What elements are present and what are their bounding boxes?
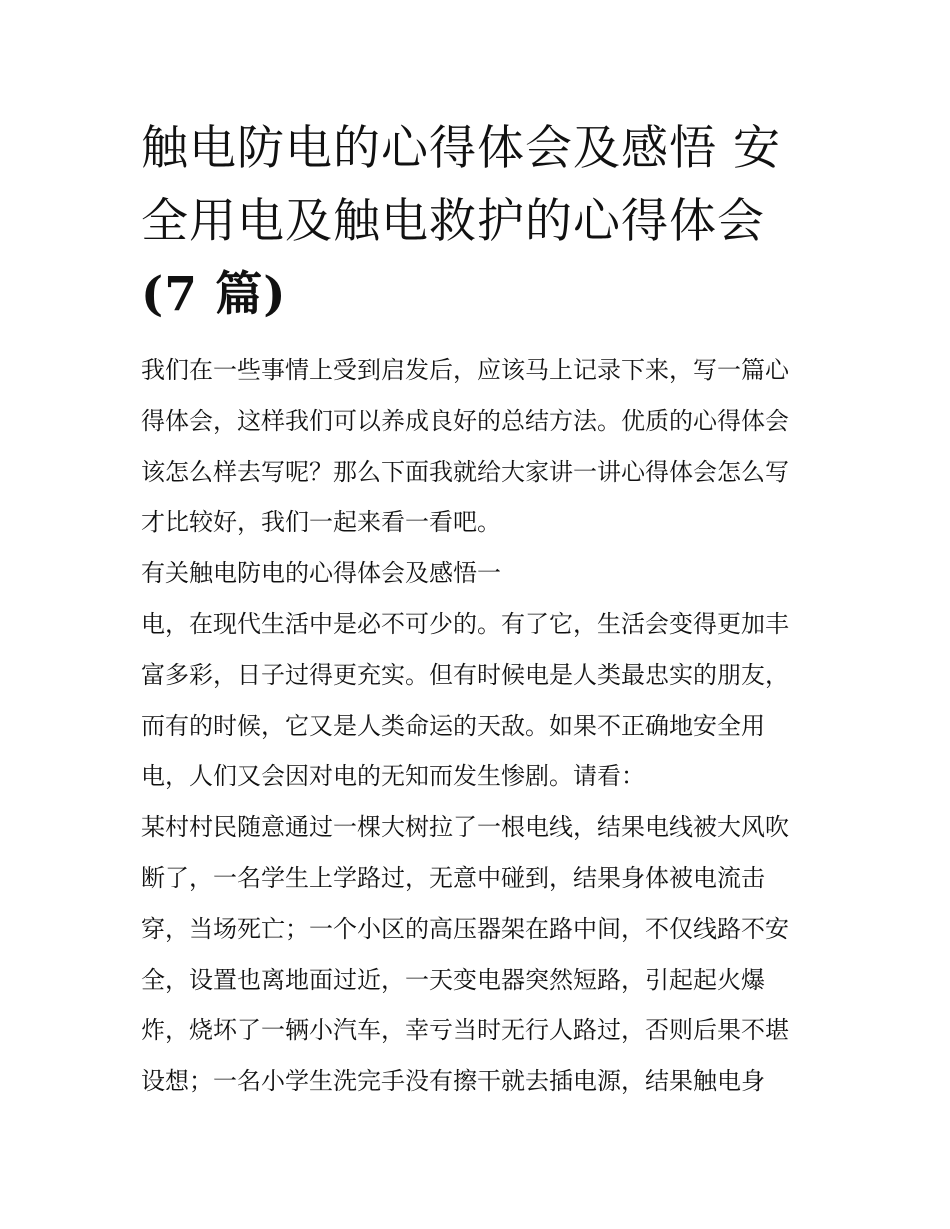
body-line-7: 富多彩，日子过得更充实。但有时候电是人类最忠实的朋友， [141,660,789,689]
body-line-4: 才比较好，我们一起来看一看吧。 [141,508,501,537]
body-line-13: 全，设置也离地面过近，一天变电器突然短路，引起起火爆 [141,965,765,994]
title-line-2: 全用电及触电救护的心得体会 [141,194,765,249]
body-line-15: 设想；一名小学生洗完手没有擦干就去插电源，结果触电身 [141,1067,765,1096]
body-line-10: 某村村民随意通过一棵大树拉了一根电线，结果电线被大风吹 [141,813,789,842]
body-line-6: 电，在现代生活中是必不可少的。有了它，生活会变得更加丰 [141,609,789,638]
section-heading: 有关触电防电的心得体会及感悟一 [141,559,501,588]
body-line-8: 而有的时候，它又是人类命运的天敌。如果不正确地安全用 [141,711,765,740]
document-body [141,345,813,1107]
body-line-3: 该怎么样去写呢？那么下面我就给大家讲一讲心得体会怎么写 [141,457,789,486]
body-line-12: 穿，当场死亡；一个小区的高压器架在路中间，不仅线路不安 [141,914,789,943]
title-line-1: 触电防电的心得体会及感悟 安 [141,121,781,176]
document-title [141,112,813,331]
document-content [141,112,813,1107]
body-line-9: 电，人们又会因对电的无知而发生惨剧。请看： [141,762,645,791]
title-line-3: (7 篇) [141,267,287,322]
body-line-11: 断了，一名学生上学路过，无意中碰到，结果身体被电流击 [141,863,765,892]
body-line-14: 炸，烧坏了一辆小汽车，幸亏当时无行人路过，否则后果不堪 [141,1016,789,1045]
body-line-2: 得体会，这样我们可以养成良好的总结方法。优质的心得体会 [141,406,789,435]
body-line-1: 我们在一些事情上受到启发后，应该马上记录下来，写一篇心 [141,356,789,384]
